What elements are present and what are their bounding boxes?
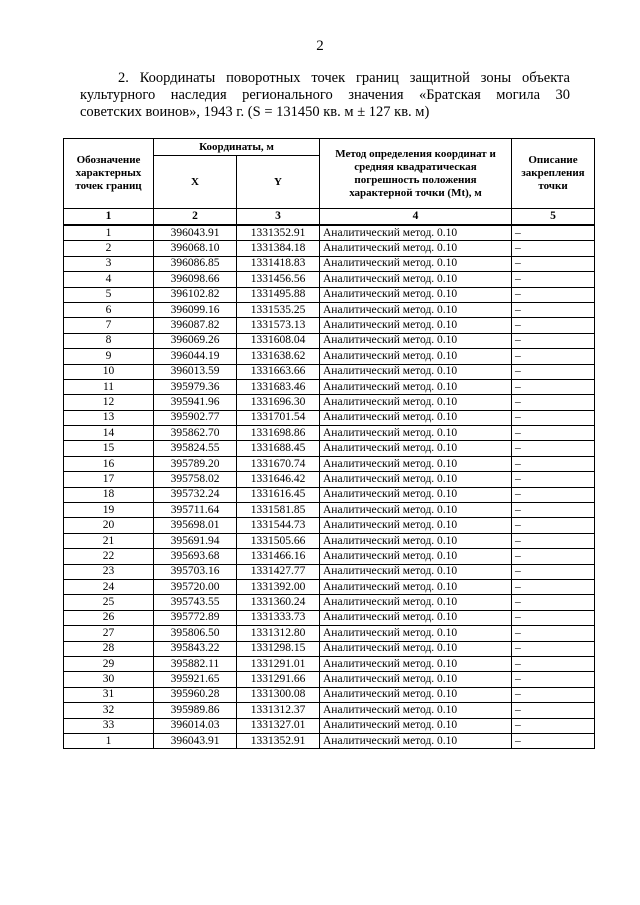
description-cell: – [512,349,595,364]
point-number-cell: 24 [64,579,154,594]
table-row [64,349,595,364]
method-cell: Аналитический метод. 0.10 [320,672,512,687]
method-cell: Аналитический метод. 0.10 [320,564,512,579]
y-coordinate-cell: 1331352.91 [237,733,320,748]
y-coordinate-cell: 1331495.88 [237,287,320,302]
y-coordinate-cell: 1331352.91 [237,225,320,241]
header-coordinates-group: Координаты, м [154,139,320,156]
description-cell: – [512,703,595,718]
point-number-cell: 10 [64,364,154,379]
x-coordinate-cell: 396014.03 [154,718,237,733]
description-cell: – [512,364,595,379]
y-coordinate-cell: 1331535.25 [237,302,320,317]
point-number-cell: 22 [64,549,154,564]
x-coordinate-cell: 395960.28 [154,687,237,702]
point-number-cell: 27 [64,626,154,641]
column-number: 5 [512,209,595,226]
point-number-cell: 33 [64,718,154,733]
point-number-cell: 5 [64,287,154,302]
table-row [64,518,595,533]
x-coordinate-cell: 396013.59 [154,364,237,379]
x-coordinate-cell: 396098.66 [154,272,237,287]
column-number: 1 [64,209,154,226]
description-cell: – [512,503,595,518]
table-row [64,733,595,748]
x-coordinate-cell: 395758.02 [154,472,237,487]
description-cell: – [512,426,595,441]
point-number-cell: 15 [64,441,154,456]
y-coordinate-cell: 1331300.08 [237,687,320,702]
y-coordinate-cell: 1331616.45 [237,487,320,502]
method-cell: Аналитический метод. 0.10 [320,287,512,302]
method-cell: Аналитический метод. 0.10 [320,410,512,425]
point-number-cell: 4 [64,272,154,287]
y-coordinate-cell: 1331333.73 [237,610,320,625]
y-coordinate-cell: 1331696.30 [237,395,320,410]
method-cell: Аналитический метод. 0.10 [320,256,512,271]
y-coordinate-cell: 1331573.13 [237,318,320,333]
x-coordinate-cell: 396069.26 [154,333,237,348]
x-coordinate-cell: 395698.01 [154,518,237,533]
table-row [64,426,595,441]
y-coordinate-cell: 1331466.16 [237,549,320,564]
x-coordinate-cell: 395882.11 [154,656,237,671]
x-coordinate-cell: 395824.55 [154,441,237,456]
y-coordinate-cell: 1331392.00 [237,579,320,594]
y-coordinate-cell: 1331701.54 [237,410,320,425]
column-number: 3 [237,209,320,226]
description-cell: – [512,487,595,502]
y-coordinate-cell: 1331312.80 [237,626,320,641]
description-cell: – [512,256,595,271]
table-row [64,333,595,348]
table-row [64,549,595,564]
x-coordinate-cell: 396043.91 [154,733,237,748]
table-row [64,287,595,302]
method-cell: Аналитический метод. 0.10 [320,472,512,487]
x-coordinate-cell: 395693.68 [154,549,237,564]
x-coordinate-cell: 395921.65 [154,672,237,687]
x-coordinate-cell: 395743.55 [154,595,237,610]
x-coordinate-cell: 395720.00 [154,579,237,594]
table-row [64,302,595,317]
point-number-cell: 11 [64,379,154,394]
description-cell: – [512,333,595,348]
column-number: 2 [154,209,237,226]
description-cell: – [512,718,595,733]
point-number-cell: 29 [64,656,154,671]
table-row [64,364,595,379]
point-number-cell: 16 [64,456,154,471]
point-number-cell: 30 [64,672,154,687]
x-coordinate-cell: 396086.85 [154,256,237,271]
page-number: 2 [316,38,324,54]
x-coordinate-cell: 395711.64 [154,503,237,518]
y-coordinate-cell: 1331291.01 [237,656,320,671]
description-cell: – [512,472,595,487]
method-cell: Аналитический метод. 0.10 [320,379,512,394]
y-coordinate-cell: 1331427.77 [237,564,320,579]
point-number-cell: 1 [64,733,154,748]
table-body [64,225,595,749]
y-coordinate-cell: 1331663.66 [237,364,320,379]
method-cell: Аналитический метод. 0.10 [320,333,512,348]
description-cell: – [512,456,595,471]
header-x: X [154,156,237,209]
description-cell: – [512,733,595,748]
y-coordinate-cell: 1331360.24 [237,595,320,610]
point-number-cell: 3 [64,256,154,271]
y-coordinate-cell: 1331384.18 [237,241,320,256]
y-coordinate-cell: 1331418.83 [237,256,320,271]
method-cell: Аналитический метод. 0.10 [320,687,512,702]
y-coordinate-cell: 1331698.86 [237,426,320,441]
description-cell: – [512,579,595,594]
description-cell: – [512,272,595,287]
table-row [64,610,595,625]
point-number-cell: 8 [64,333,154,348]
method-cell: Аналитический метод. 0.10 [320,518,512,533]
x-coordinate-cell: 395941.96 [154,395,237,410]
description-cell: – [512,441,595,456]
point-number-cell: 13 [64,410,154,425]
x-coordinate-cell: 395772.89 [154,610,237,625]
table-row [64,379,595,394]
description-cell: – [512,549,595,564]
table-row [64,272,595,287]
y-coordinate-cell: 1331688.45 [237,441,320,456]
method-cell: Аналитический метод. 0.10 [320,395,512,410]
description-cell: – [512,318,595,333]
y-coordinate-cell: 1331291.66 [237,672,320,687]
table-row [64,456,595,471]
point-number-cell: 31 [64,687,154,702]
point-number-cell: 21 [64,533,154,548]
method-cell: Аналитический метод. 0.10 [320,503,512,518]
method-cell: Аналитический метод. 0.10 [320,703,512,718]
x-coordinate-cell: 396043.91 [154,225,237,241]
y-coordinate-cell: 1331670.74 [237,456,320,471]
method-cell: Аналитический метод. 0.10 [320,626,512,641]
description-cell: – [512,287,595,302]
method-cell: Аналитический метод. 0.10 [320,349,512,364]
table-row [64,225,595,241]
method-cell: Аналитический метод. 0.10 [320,426,512,441]
y-coordinate-cell: 1331646.42 [237,472,320,487]
description-cell: – [512,225,595,241]
y-coordinate-cell: 1331312.37 [237,703,320,718]
point-number-cell: 17 [64,472,154,487]
description-cell: – [512,564,595,579]
point-number-cell: 19 [64,503,154,518]
method-cell: Аналитический метод. 0.10 [320,533,512,548]
method-cell: Аналитический метод. 0.10 [320,364,512,379]
y-coordinate-cell: 1331581.85 [237,503,320,518]
point-number-cell: 28 [64,641,154,656]
table-row [64,641,595,656]
table-row [64,241,595,256]
y-coordinate-cell: 1331683.46 [237,379,320,394]
table-row [64,318,595,333]
heading-line-1: 2. Координаты поворотных точек границ защитной зоны объекта [118,70,570,86]
header-point-designation: Обозначение характерных точек границ [64,139,154,209]
description-cell: – [512,687,595,702]
y-coordinate-cell: 1331505.66 [237,533,320,548]
table-row [64,579,595,594]
point-number-cell: 23 [64,564,154,579]
header-method: Метод определения координат и средняя квадратическая погрешность положения характерной точки (Мt), м [320,139,512,209]
point-number-cell: 7 [64,318,154,333]
description-cell: – [512,610,595,625]
description-cell: – [512,641,595,656]
x-coordinate-cell: 395843.22 [154,641,237,656]
point-number-cell: 25 [64,595,154,610]
x-coordinate-cell: 396068.10 [154,241,237,256]
x-coordinate-cell: 395862.70 [154,426,237,441]
point-number-cell: 2 [64,241,154,256]
point-number-cell: 32 [64,703,154,718]
method-cell: Аналитический метод. 0.10 [320,579,512,594]
x-coordinate-cell: 395789.20 [154,456,237,471]
point-number-cell: 18 [64,487,154,502]
point-number-cell: 1 [64,225,154,241]
description-cell: – [512,656,595,671]
x-coordinate-cell: 396099.16 [154,302,237,317]
y-coordinate-cell: 1331638.62 [237,349,320,364]
description-cell: – [512,672,595,687]
table-row [64,487,595,502]
table-row [64,687,595,702]
x-coordinate-cell: 395732.24 [154,487,237,502]
x-coordinate-cell: 395989.86 [154,703,237,718]
x-coordinate-cell: 396102.82 [154,287,237,302]
description-cell: – [512,410,595,425]
method-cell: Аналитический метод. 0.10 [320,225,512,241]
point-number-cell: 26 [64,610,154,625]
method-cell: Аналитический метод. 0.10 [320,456,512,471]
coordinates-table [63,138,595,749]
y-coordinate-cell: 1331544.73 [237,518,320,533]
table-row [64,441,595,456]
description-cell: – [512,241,595,256]
method-cell: Аналитический метод. 0.10 [320,487,512,502]
table-row [64,672,595,687]
description-cell: – [512,395,595,410]
x-coordinate-cell: 395703.16 [154,564,237,579]
table-row [64,656,595,671]
point-number-cell: 9 [64,349,154,364]
table-row [64,533,595,548]
method-cell: Аналитический метод. 0.10 [320,302,512,317]
table-row [64,472,595,487]
method-cell: Аналитический метод. 0.10 [320,318,512,333]
table-row [64,703,595,718]
heading-line-2: культурного наследия регионального значения «Братская могила 30 [80,87,570,103]
method-cell: Аналитический метод. 0.10 [320,549,512,564]
section-heading [80,70,570,121]
table-row [64,395,595,410]
description-cell: – [512,533,595,548]
y-coordinate-cell: 1331327.01 [237,718,320,733]
method-cell: Аналитический метод. 0.10 [320,641,512,656]
method-cell: Аналитический метод. 0.10 [320,441,512,456]
x-coordinate-cell: 395979.36 [154,379,237,394]
table-row [64,595,595,610]
y-coordinate-cell: 1331456.56 [237,272,320,287]
point-number-cell: 6 [64,302,154,317]
method-cell: Аналитический метод. 0.10 [320,241,512,256]
table-row [64,410,595,425]
header-description: Описание закрепления точки [512,139,595,209]
x-coordinate-cell: 395902.77 [154,410,237,425]
heading-line-3: советских воинов», 1943 г. (S = 131450 кв. м ± 127 кв. м) [80,104,430,120]
table-row [64,718,595,733]
method-cell: Аналитический метод. 0.10 [320,733,512,748]
x-coordinate-cell: 396087.82 [154,318,237,333]
header-y: Y [237,156,320,209]
table-row [64,256,595,271]
method-cell: Аналитический метод. 0.10 [320,610,512,625]
table-row [64,564,595,579]
table-row [64,626,595,641]
point-number-cell: 12 [64,395,154,410]
description-cell: – [512,379,595,394]
x-coordinate-cell: 395806.50 [154,626,237,641]
column-number: 4 [320,209,512,226]
method-cell: Аналитический метод. 0.10 [320,272,512,287]
method-cell: Аналитический метод. 0.10 [320,656,512,671]
description-cell: – [512,595,595,610]
method-cell: Аналитический метод. 0.10 [320,718,512,733]
x-coordinate-cell: 395691.94 [154,533,237,548]
y-coordinate-cell: 1331608.04 [237,333,320,348]
y-coordinate-cell: 1331298.15 [237,641,320,656]
method-cell: Аналитический метод. 0.10 [320,595,512,610]
description-cell: – [512,626,595,641]
x-coordinate-cell: 396044.19 [154,349,237,364]
description-cell: – [512,302,595,317]
point-number-cell: 20 [64,518,154,533]
table-row [64,503,595,518]
point-number-cell: 14 [64,426,154,441]
description-cell: – [512,518,595,533]
